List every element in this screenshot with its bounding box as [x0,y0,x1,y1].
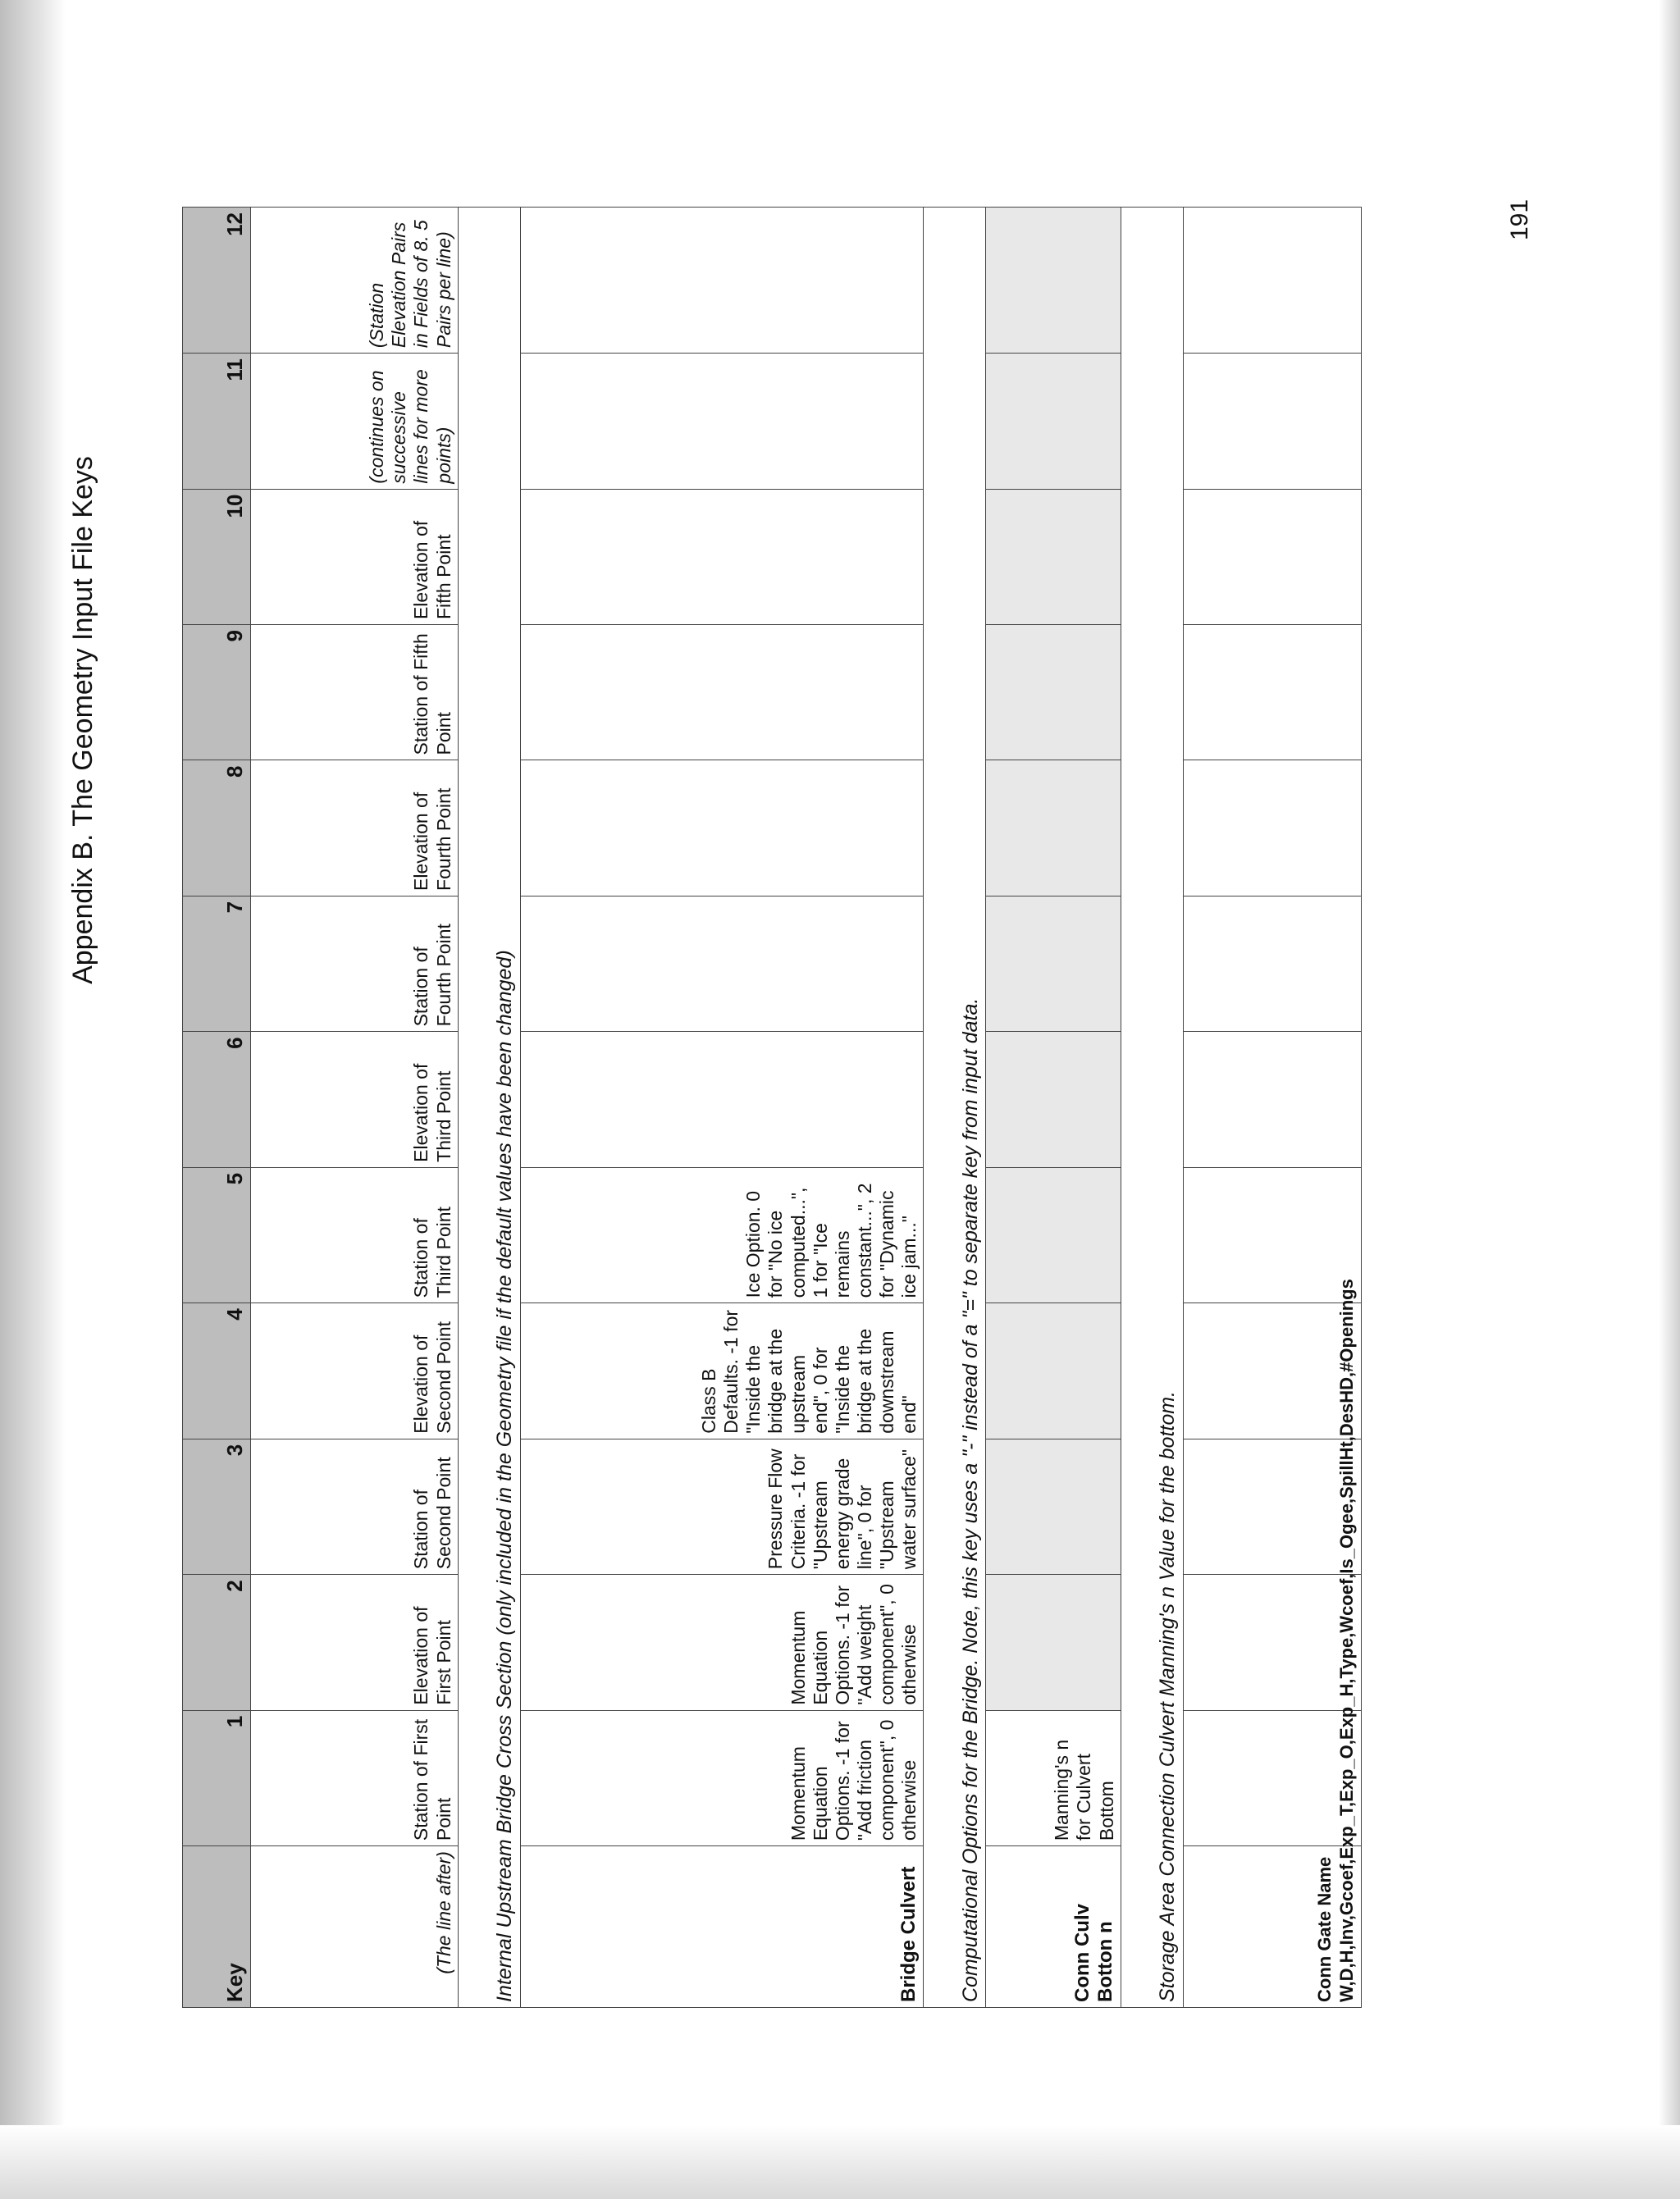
section-storage-row [1121,208,1183,2008]
bridge-culvert-cell-3: Pressure Flow Criteria. -1 for "Upstream energy grade line", 0 for "Upstream water surface" [520,1439,924,1574]
conn-culv-cell-3 [986,1439,1121,1574]
header-col-5: 5 [183,1167,251,1303]
conn-culv-cell-12 [986,208,1121,354]
conn-culv-cell-1: Manning's n for Culvert Bottom [986,1710,1121,1845]
section-internal-bridge: Internal Upstream Bridge Cross Section (only included in the Geometry file if the default values have been changed) [458,208,520,2008]
conn-culv-cell-6 [986,1032,1121,1167]
page-right-shadow [1659,0,1680,2199]
header-col-3: 3 [183,1439,251,1574]
conn-culv-cell-5 [986,1167,1121,1303]
conn-gate-row [1183,208,1361,2008]
line-after-cell-2: Elevation of First Point [251,1575,459,1710]
section-computational: Computational Options for the Bridge. Note, this key uses a "-" instead of a "=" to separate key from input data. [924,208,986,2008]
conn-culv-cell-8 [986,760,1121,896]
bridge-culvert-cell-11 [520,354,924,489]
header-col-7: 7 [183,896,251,1031]
bridge-culvert-cell-12 [520,208,924,354]
conn-gate-cell-4 [1183,1303,1361,1439]
bridge-culvert-cell-9 [520,625,924,760]
geometry-keys-table [182,207,1362,2008]
line-after-cell-9: Station of Fifth Point [251,625,459,760]
page-left-shadow [0,0,66,2199]
section-storage: Storage Area Connection Culvert Manning's n Value for the bottom. [1121,208,1183,2008]
page-title-text: Appendix B. The Geometry Input File Keys [67,456,98,984]
line-after-cell-5: Station of Third Point [251,1167,459,1303]
line-after-cell-11: (continues on successive lines for more points) [251,354,459,489]
conn-culv-key: Conn Culv Botton n [986,1846,1121,2008]
header-col-4: 4 [183,1303,251,1439]
line-after-cell-4: Elevation of Second Point [251,1303,459,1439]
conn-gate-cell-1 [1183,1710,1361,1845]
conn-gate-cell-8 [1183,760,1361,896]
line-after-cell-7: Station of Fourth Point [251,896,459,1031]
conn-gate-cell-6 [1183,1032,1361,1167]
bridge-culvert-cell-10 [520,489,924,624]
line-after-row [251,208,459,2008]
line-after-cell-10: Elevation of Fifth Point [251,489,459,624]
header-row [183,208,251,2008]
header-col-2: 2 [183,1575,251,1710]
conn-gate-cell-5 [1183,1167,1361,1303]
conn-gate-cell-9 [1183,625,1361,760]
conn-culv-cell-9 [986,625,1121,760]
line-after-cell-6: Elevation of Third Point [251,1032,459,1167]
bridge-culvert-cell-1: Momentum Equation Options. -1 for "Add friction component", 0 otherwise [520,1710,924,1845]
header-col-11: 11 [183,354,251,489]
header-col-10: 10 [183,489,251,624]
conn-gate-key: Conn Gate Name W,D,H,Inv,Gcoef,Exp_T,Exp_O,Exp_H,Type,Wcoef,Is_Ogee,SpillHt,DesHD,#Openings [1183,1846,1361,2008]
conn-gate-cell-2 [1183,1575,1361,1710]
line-after-cell-12: (Station Elevation Pairs in Fields of 8. 5 Pairs per line) [251,208,459,354]
bridge-culvert-key: Bridge Culvert [520,1846,924,2008]
conn-gate-cell-3 [1183,1439,1361,1574]
bridge-culvert-cell-4: Class B Defaults. -1 for "Inside the bridge at the upstream end", 0 for "Inside the bridge at the downstream end" [520,1303,924,1439]
conn-culv-cell-11 [986,354,1121,489]
conn-culv-cell-10 [986,489,1121,624]
bridge-culvert-cell-8 [520,760,924,896]
section-internal-bridge-row [458,208,520,2008]
bridge-culvert-cell-2: Momentum Equation Options. -1 for "Add weight component", 0 otherwise [520,1575,924,1710]
header-col-6: 6 [183,1032,251,1167]
header-col-12: 12 [183,208,251,354]
conn-culv-cell-2 [986,1575,1121,1710]
conn-gate-cell-11 [1183,354,1361,489]
conn-culv-row [986,208,1121,2008]
page-number-text: 191 [1506,198,1533,241]
bridge-culvert-row [520,208,924,2008]
header-col-1: 1 [183,1710,251,1845]
bridge-culvert-cell-5: Ice Option. 0 for "No ice computed...", 1 for "Ice remains constant...", 2 for "Dynamic ice jam..." [520,1167,924,1303]
conn-culv-cell-7 [986,896,1121,1031]
line-after-cell-3: Station of Second Point [251,1439,459,1574]
section-computational-row [924,208,986,2008]
line-after-cell-1: Station of First Point [251,1710,459,1845]
header-key: Key [183,1846,251,2008]
conn-gate-cell-10 [1183,489,1361,624]
conn-culv-cell-4 [986,1303,1121,1439]
bridge-culvert-cell-6 [520,1032,924,1167]
line-after-label: (The line after) [251,1846,459,2008]
bridge-culvert-cell-7 [520,896,924,1031]
conn-gate-cell-12 [1183,208,1361,354]
line-after-cell-8: Elevation of Fourth Point [251,760,459,896]
page-bottom-shadow [0,2125,1680,2199]
header-col-8: 8 [183,760,251,896]
conn-gate-cell-7 [1183,896,1361,1031]
header-col-9: 9 [183,625,251,760]
rotated-table-container [182,207,1362,2008]
